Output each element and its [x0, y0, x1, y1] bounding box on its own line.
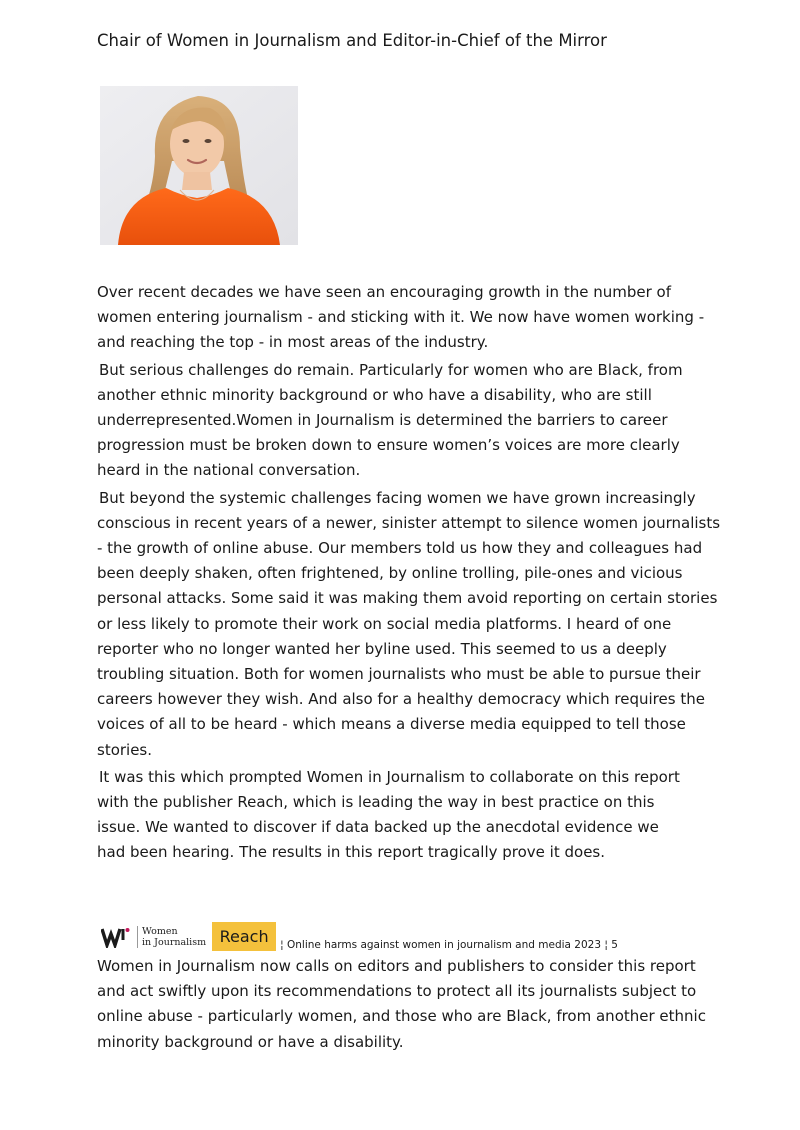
paragraph-line: troubling situation. Both for women journalists who must be able to pursue their [97, 665, 701, 684]
women-in-journalism-logo [101, 923, 206, 951]
paragraph-line: conscious in recent years of a newer, sinister attempt to silence women journalists [97, 513, 721, 532]
paragraph-line: underrepresented.Women in Journalism is determined the barriers to career [97, 411, 668, 430]
closing-paragraph [97, 954, 717, 1055]
paragraph-line: had been hearing. The results in this report tragically prove it does. [97, 843, 606, 862]
portrait-illustration [100, 86, 298, 245]
paragraph-2 [97, 358, 717, 484]
paragraph-line: or less likely to promote their work on social media platforms. I heard of one [97, 614, 672, 633]
wij-wordmark [137, 926, 206, 948]
paragraph-line: Women in Journalism now calls on editors and publishers to consider this report [97, 957, 696, 975]
footer-logo-row [101, 921, 618, 951]
paragraph-line: But beyond the systemic challenges facing women we have grown increasingly [99, 488, 696, 507]
paragraph-4 [97, 765, 717, 866]
paragraph-line: It was this which prompted Women in Journalism to collaborate on this report [99, 767, 680, 786]
wij-monogram-icon [101, 926, 133, 948]
paragraph-line: progression must be broken down to ensure women’s voices are more clearly [97, 436, 680, 455]
paragraph-line: voices of all to be heard - which means a diverse media equipped to tell those [97, 715, 686, 734]
wij-line-1: Women [142, 926, 178, 937]
footer-caption: ¦ Online harms against women in journalism and media 2023 ¦ 5 [280, 939, 618, 951]
paragraph-line: reporter who no longer wanted her byline used. This seemed to us a deeply [97, 639, 667, 658]
paragraph-line: and reaching the top - in most areas of the industry. [97, 333, 489, 352]
reach-logo: Reach [212, 922, 276, 951]
paragraph-line: - the growth of online abuse. Our members told us how they and colleagues had [97, 539, 703, 558]
paragraph-line: Over recent decades we have seen an encouraging growth in the number of [97, 283, 671, 301]
page-heading: Chair of Women in Journalism and Editor-in-Chief of the Mirror [97, 31, 607, 50]
paragraph-line: issue. We wanted to discover if data backed up the anecdotal evidence we [97, 818, 659, 837]
paragraph-line: women entering journalism - and sticking with it. We now have women working - [97, 308, 705, 327]
paragraph-line: But serious challenges do remain. Particularly for women who are Black, from [99, 360, 683, 379]
body-text [97, 280, 721, 868]
paragraph-line: personal attacks. Some said it was making them avoid reporting on certain stories [97, 589, 718, 608]
paragraph-line: and act swiftly upon its recommendations to protect all its journalists subject to [97, 982, 697, 1001]
paragraph-line: been deeply shaken, often frightened, by online trolling, pile-ones and vicious [97, 564, 683, 583]
paragraph-line: careers however they wish. And also for a healthy democracy which requires the [97, 690, 705, 709]
portrait-photo [100, 86, 298, 245]
paragraph-line: minority background or have a disability. [97, 1032, 404, 1051]
paragraph-line: online abuse - particularly women, and those who are Black, from another ethnic [97, 1007, 706, 1026]
paragraph-1 [97, 280, 717, 356]
paragraph-line: heard in the national conversation. [97, 461, 361, 480]
wij-line-2: in Journalism [142, 937, 207, 948]
paragraph-line: another ethnic minority background or who have a disability, who are still [97, 385, 652, 404]
paragraph-3 [97, 486, 721, 763]
paragraph-line: stories. [97, 740, 153, 759]
paragraph-line: with the publisher Reach, which is leading the way in best practice on this [97, 793, 655, 812]
